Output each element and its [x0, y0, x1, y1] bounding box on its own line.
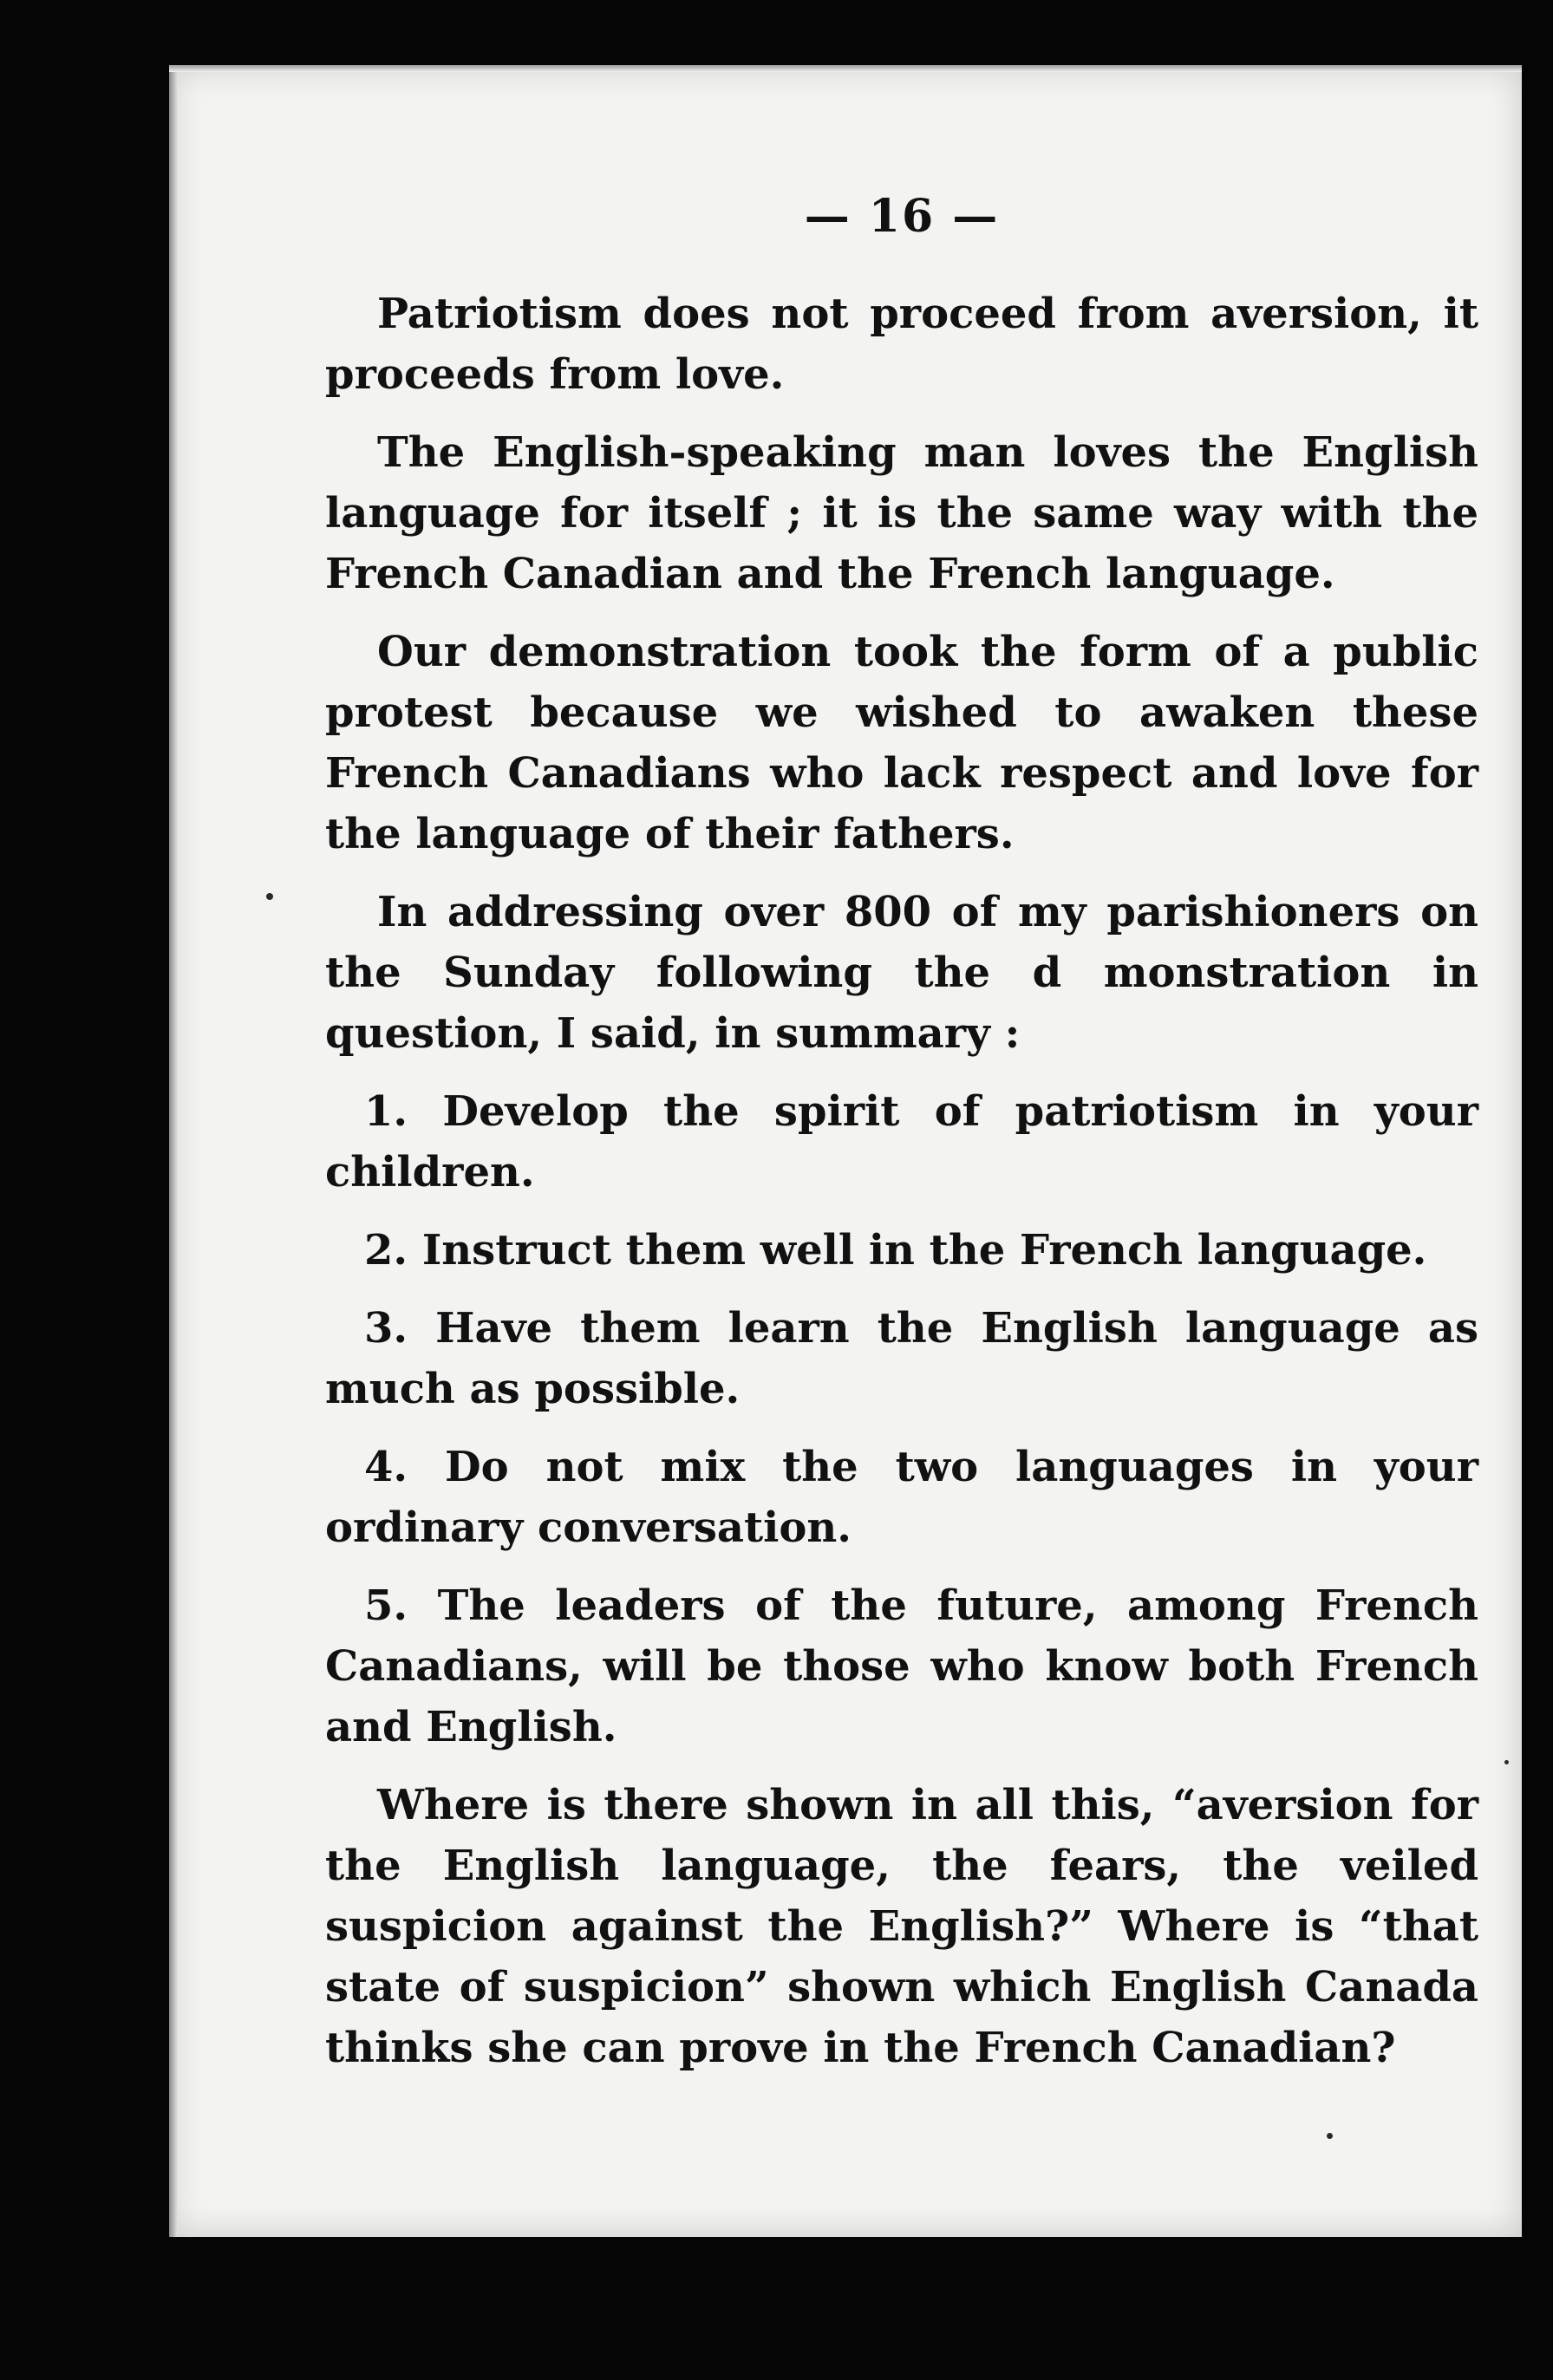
document-page	[169, 65, 1522, 2237]
list-item-4: 4. Do not mix the two languages in your ordinary conversation.	[325, 1443, 1478, 1552]
scan-speck	[1327, 2133, 1333, 2139]
scan-speck	[266, 893, 273, 900]
list-item-5: 5. The leaders of the future, among French Canadians, will be those who know both French and English.	[325, 1581, 1478, 1751]
paragraph-patriotism: Patriotism does not proceed from aversion, it proceeds from love.	[325, 290, 1478, 399]
page-edge-left	[169, 65, 178, 2237]
paragraph-demonstration: Our demonstration took the form of a public protest because we wished to awaken these French Canadians who lack respect and love for the language of their fathers.	[325, 628, 1478, 858]
list-item-3: 3. Have them learn the English language as much as possible.	[325, 1304, 1478, 1413]
paragraph-english-speaking: The English-speaking man loves the English language for itself ; it is the same way with the French Canadian and the French language.	[325, 428, 1478, 598]
page-content	[325, 186, 1478, 2096]
page-number: — 16 —	[804, 190, 1000, 243]
list-item-2: 2. Instruct them well in the French language.	[364, 1226, 1427, 1275]
scan-speck	[1504, 1760, 1509, 1764]
list-item-1: 1. Develop the spirit of patriotism in your children.	[325, 1087, 1478, 1197]
closing-paragraph: Where is there shown in all this, “aversion for the English language, the fears, the veiled suspicion against the English?” Where is “that state of suspicion” shown which English Canada thinks she can prove in the French Canadian?	[325, 1781, 1478, 2072]
paragraph-parishioners: In addressing over 800 of my parishioners on the Sunday following the d monstration in question, I said, in summary :	[325, 888, 1478, 1058]
page-edge-top	[169, 65, 1522, 72]
